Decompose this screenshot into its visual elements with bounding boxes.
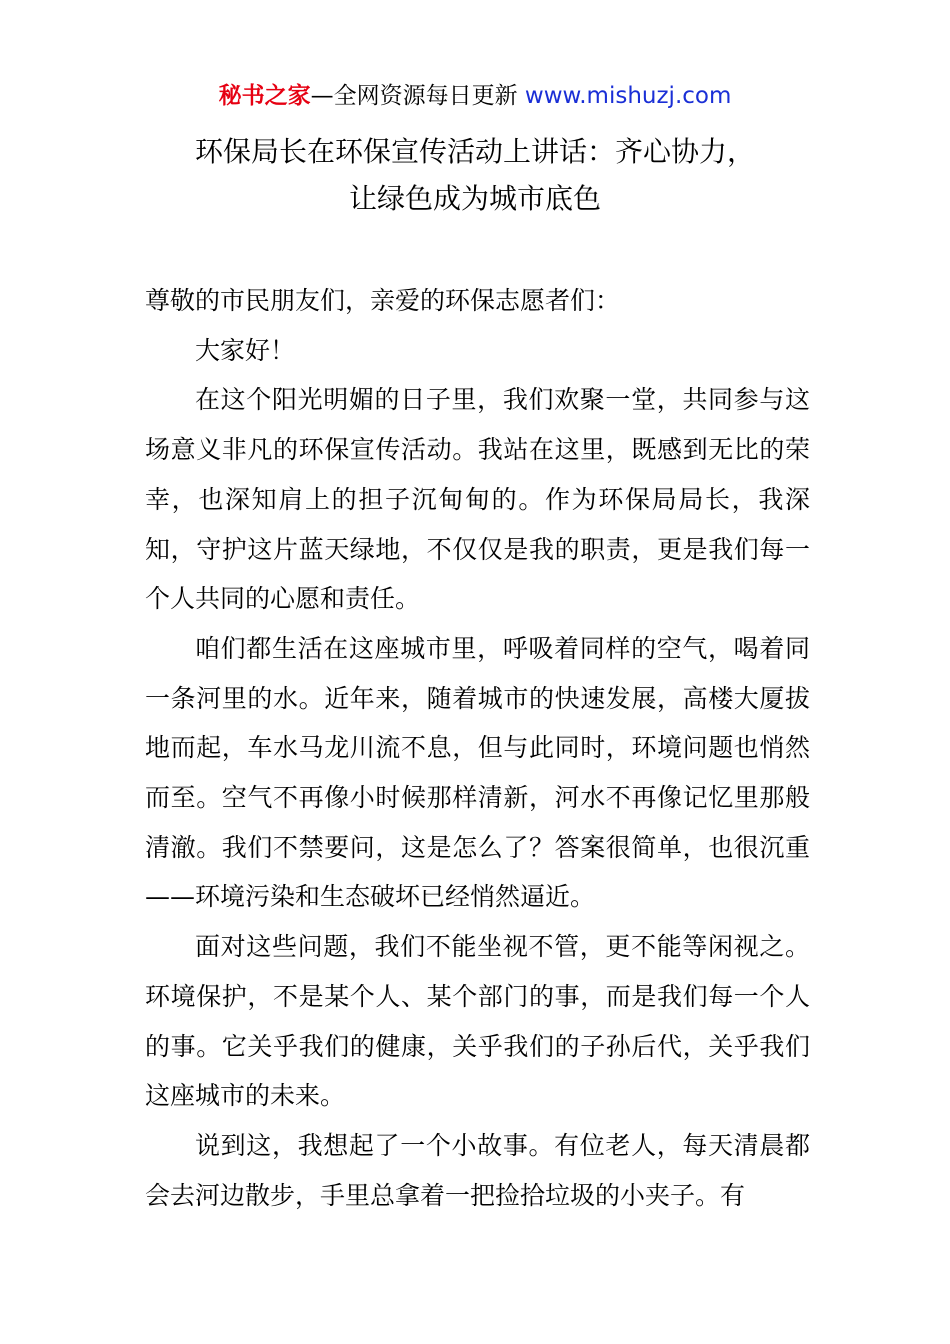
site-url-link[interactable]: www.mishuzj.com xyxy=(524,83,732,109)
salutation: 尊敬的市民朋友们，亲爱的环保志愿者们： xyxy=(145,286,621,315)
paragraph: 面对这些问题，我们不能坐视不管，更不能等闲视之。环境保护，不是某个人、某个部门的事，而是我们每一个人的事。它关乎我们的健康，关乎我们的子孙后代，关乎我们这座城市的未来。 xyxy=(145,932,810,1111)
paragraph: 在这个阳光明媚的日子里，我们欢聚一堂，共同参与这场意义非凡的环保宣传活动。我站在这里，既感到无比的荣幸，也深知肩上的担子沉甸甸的。作为环保局局长，我深知，守护这片蓝天绿地，不仅仅是我的职责，更是我们每一个人共同的心愿和责任。 xyxy=(145,385,810,614)
brand-name: 秘书之家 xyxy=(218,83,311,109)
document-body xyxy=(145,276,810,1220)
title-line-1: 环保局长在环保宣传活动上讲话：齐心协力， xyxy=(194,135,755,168)
site-header xyxy=(0,80,950,112)
paragraph: 说到这，我想起了一个小故事。有位老人，每天清晨都会去河边散步，手里总拿着一把捡拾垃圾的小夹子。有 xyxy=(145,1130,810,1210)
title-line-2: 让绿色成为城市底色 xyxy=(348,182,601,215)
paragraph-greeting: 大家好！ xyxy=(195,335,296,365)
paragraph: 咱们都生活在这座城市里，呼吸着同样的空气，喝着同一条河里的水。近年来，随着城市的快速发展，高楼大厦拔地而起，车水马龙川流不息，但与此同时，环境问题也悄然而至。空气不再像小时候那样清新，河水不再像记忆里那般清澈。我们不禁要问，这是怎么了？答案很简单，也很沉重——环境污染和生态破坏已经悄然逼近。 xyxy=(145,633,810,912)
document-title xyxy=(0,128,950,222)
header-tagline: —全网资源每日更新 xyxy=(310,83,525,109)
